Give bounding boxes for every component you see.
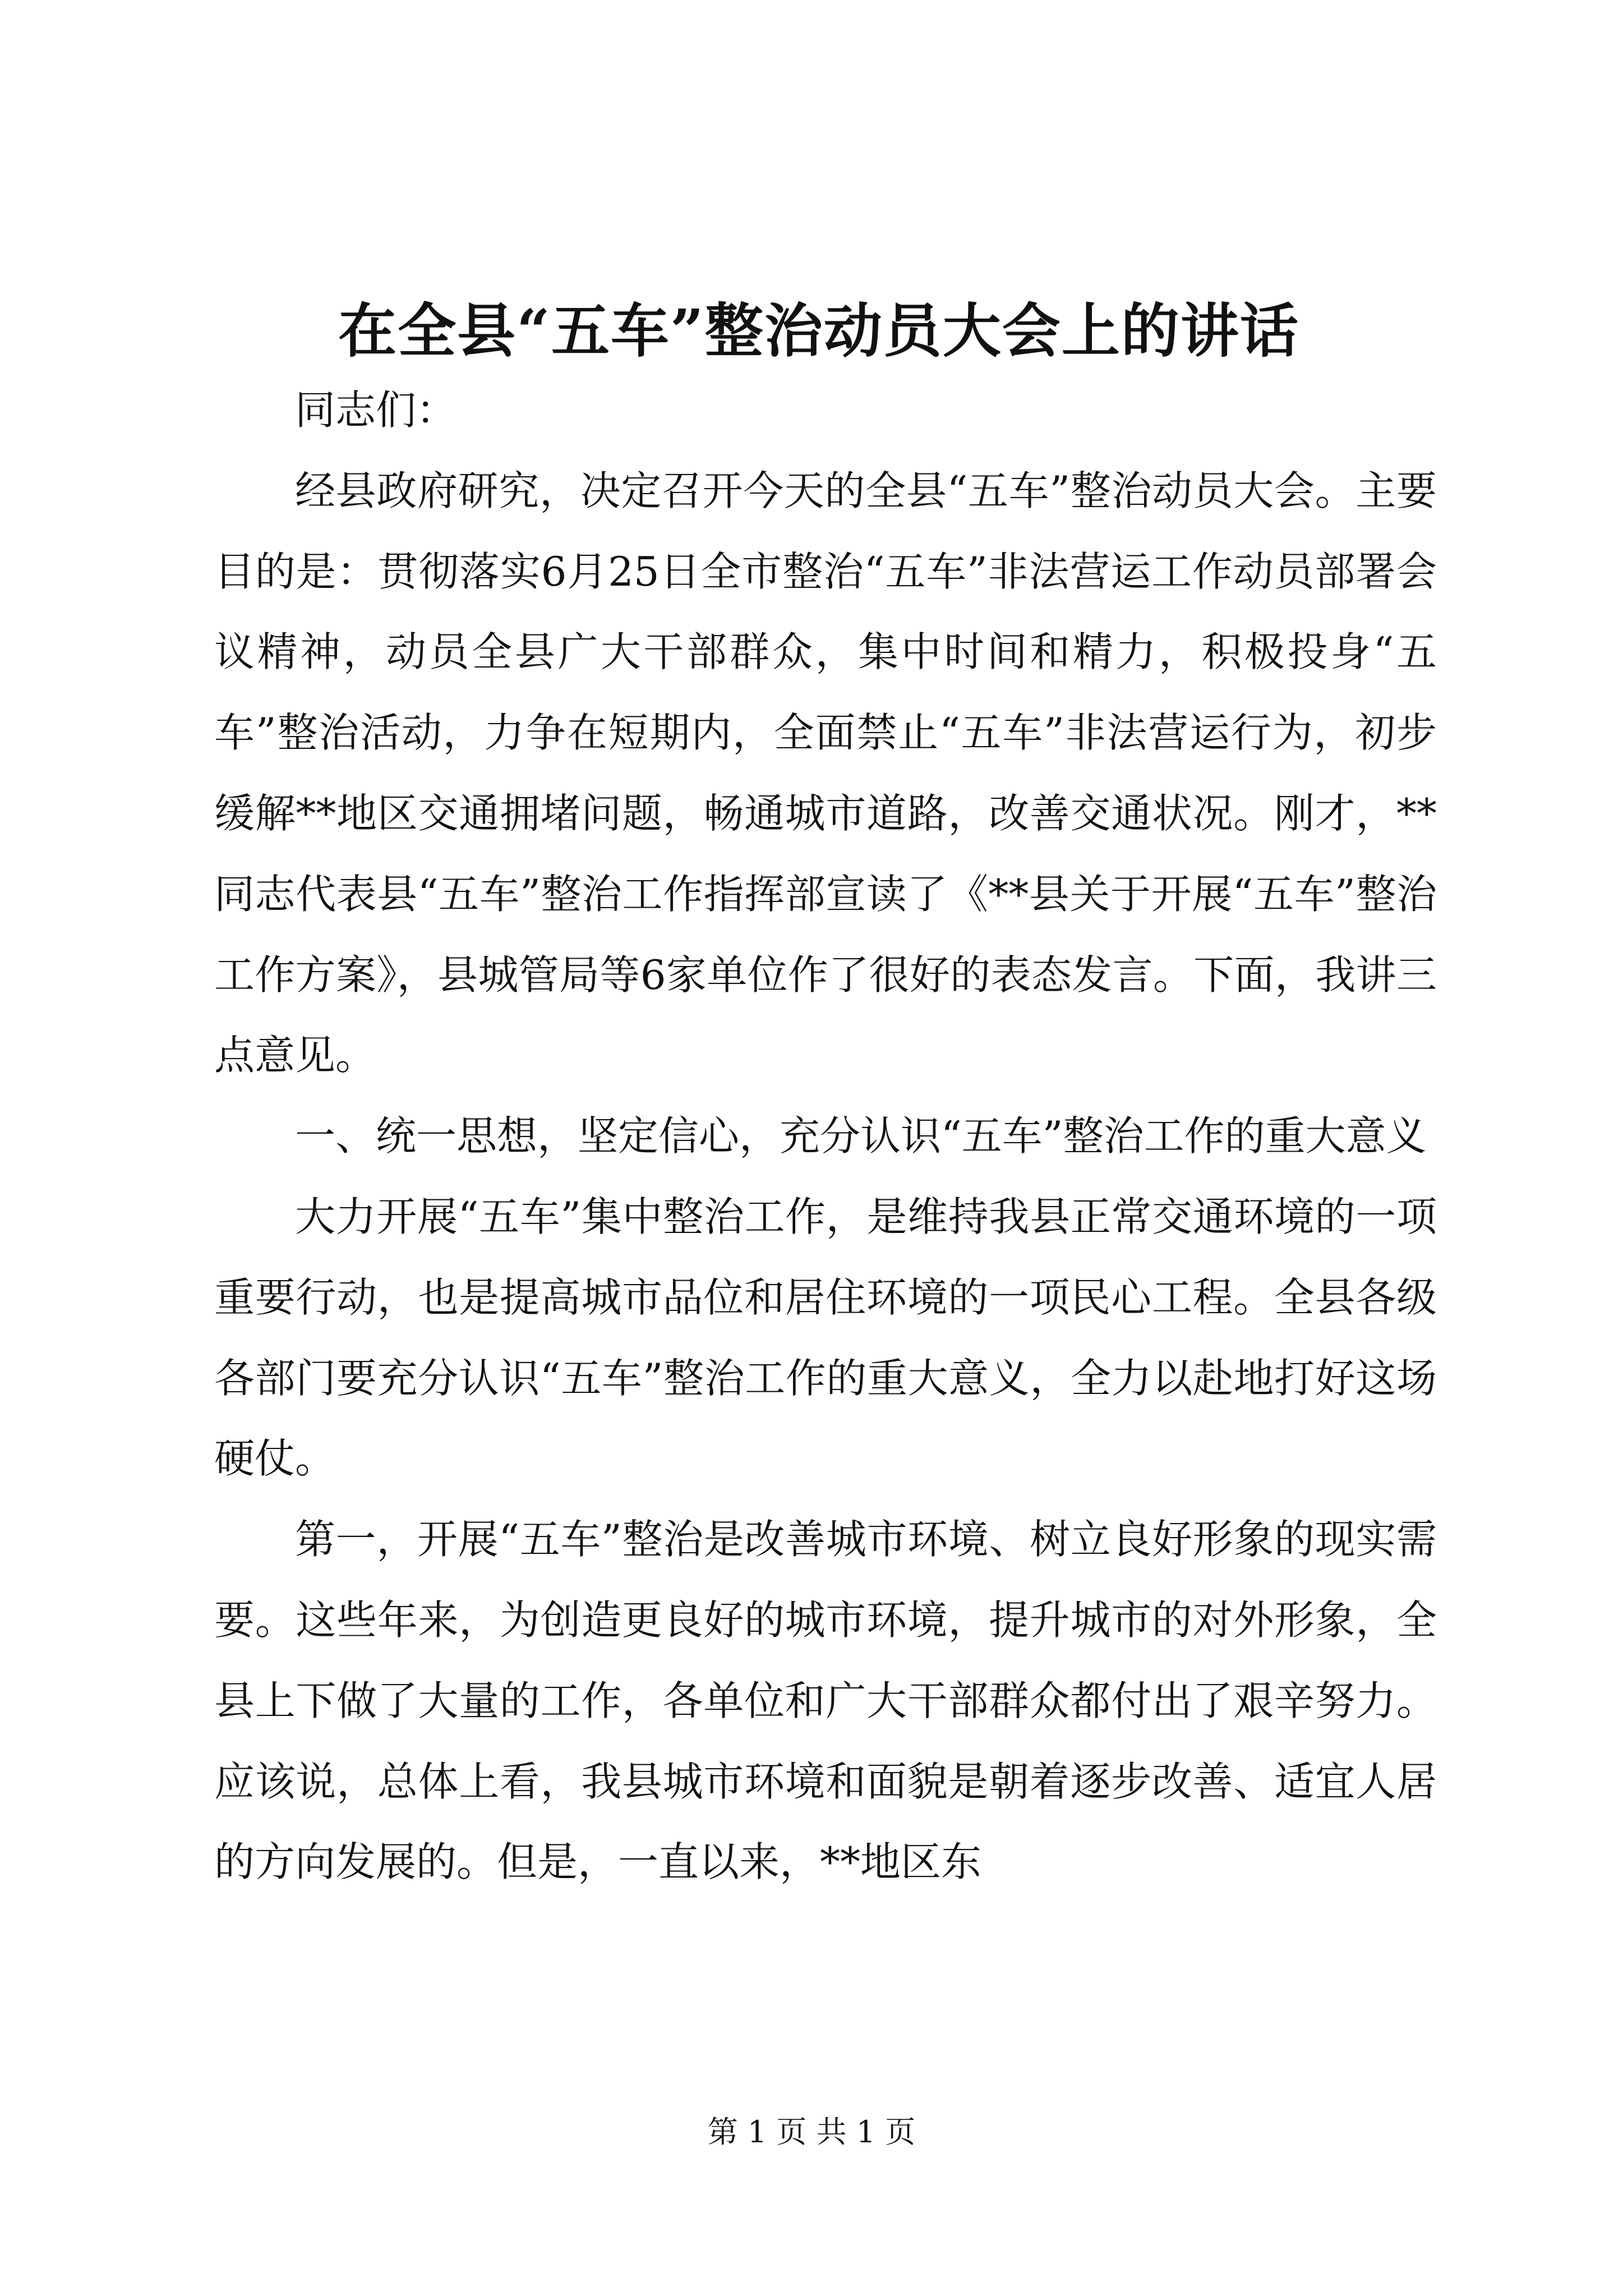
paragraph-significance: 大力开展“五车”集中整治工作，是维持我县正常交通环境的一项重要行动，也是提高城市品位和居住环境的一项民心工程。全县各级各部门要充分认识“五车”整治工作的重大意义，全力以赴地打好这场硬仗。 (214, 1193, 1437, 1483)
document-title: 在全县“五车”整治动员大会上的讲话 (338, 296, 1299, 365)
salutation: 同志们： (295, 386, 457, 434)
paragraph-intro: 经县政府研究，决定召开今天的全县“五车”整治动员大会。主要目的是：贯彻落实6月25日全市整治“五车”非法营运工作动员部署会议精神，动员全县广大干部群众，集中时间和精力，积极投身“五车”整治活动，力争在短期内，全面禁止“五车”非法营运行为，初步缓解**地区交通拥堵问题，畅通城市道路，改善交通状况。刚才，**同志代表县“五车”整治工作指挥部宣读了《**县关于开展“五车”整治工作方案》，县城管局等6家单位作了很好的表态发言。下面，我讲三点意见。 (214, 467, 1437, 1079)
document-body (214, 370, 1437, 1903)
page-footer: 第 1 页 共 1 页 (707, 2114, 916, 2150)
section-heading-1: 一、统一思想，坚定信心，充分认识“五车”整治工作的重大意义 (295, 1112, 1427, 1160)
paragraph-first-point: 第一，开展“五车”整治是改善城市环境、树立良好形象的现实需要。这些年来，为创造更良好的城市环境，提升城市的对外形象，全县上下做了大量的工作，各单位和广大干部群众都付出了艰辛努力。应该说，总体上看，我县城市环境和面貌是朝着逐步改善、适宜人居的方向发展的。但是，一直以来，**地区东 (214, 1516, 1437, 1886)
